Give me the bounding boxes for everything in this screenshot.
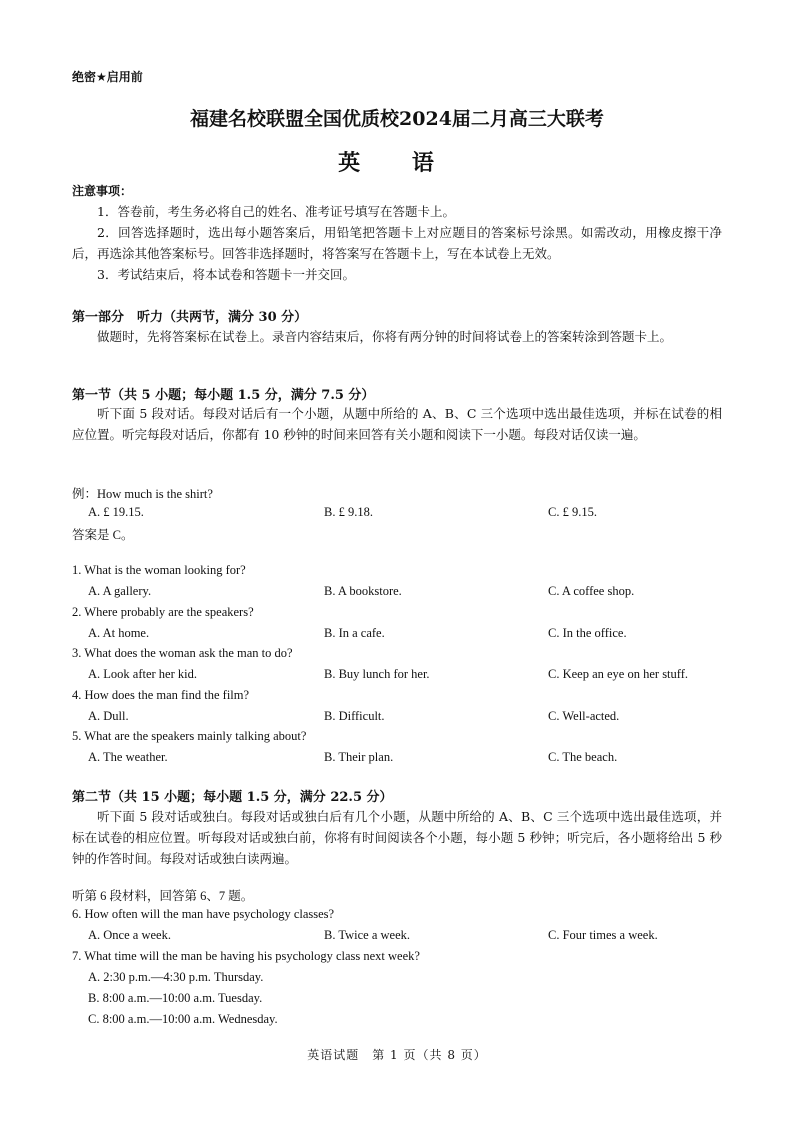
section1-intro: 听下面 5 段对话。每段对话后有一个小题，从题中所给的 A、B、C 三个选项中选出最佳选项，并标在试卷的相应位置。听完每段对话后，你都有 10 秒钟的时间来回答有关小题和阅读下一小题。每段对话仅读一遍。 [72, 406, 722, 442]
example-option-c: C. £ 9.15. [548, 505, 597, 519]
question-2-option-c: C. In the office. [548, 626, 627, 640]
note-item-2: 2．回答选择题时，选出每小题答案后，用铅笔把答题卡上对应题目的答案标号涂黑。如需改动，用橡皮擦干净后，再选涂其他答案标号。回答非选择题时，将答案写在答题卡上，写在本试卷上无效。 [72, 225, 722, 261]
question-6-option-a: A. Once a week. [88, 928, 171, 942]
question-1-option-c: C. A coffee shop. [548, 584, 635, 598]
subject-title: 英 语 [338, 150, 456, 176]
page-footer: 英语试题 第 1 页（共 8 页） [307, 1048, 487, 1062]
exam-title: 福建名校联盟全国优质校2024届二月高三大联考 [190, 108, 604, 130]
question-6-option-b: B. Twice a week. [324, 928, 411, 942]
example-question: 例：How much is the shirt? [72, 487, 213, 501]
question-1: 1. What is the woman looking for? [72, 563, 246, 577]
question-5-option-a: A. The weather. [88, 750, 168, 764]
question-1-option-b: B. A bookstore. [324, 584, 402, 598]
note-item-1: 1．答卷前，考生务必将自己的姓名、准考证号填写在答题卡上。 [97, 204, 455, 219]
part1-heading: 第一部分 听力（共两节，满分 30 分） [72, 310, 308, 325]
question-7-option-a: A. 2:30 p.m.—4:30 p.m. Thursday. [88, 970, 264, 984]
question-5-option-c: C. The beach. [548, 750, 618, 764]
confidential-label: 绝密★启用前 [72, 70, 143, 84]
question-5-option-b: B. Their plan. [324, 750, 394, 764]
question-1-option-a: A. A gallery. [88, 584, 152, 598]
question-5: 5. What are the speakers mainly talking about? [72, 729, 307, 743]
question-2-option-a: A. At home. [88, 626, 150, 640]
example-option-b: B. £ 9.18. [324, 505, 373, 519]
question-7-option-b: B. 8:00 a.m.—10:00 a.m. Tuesday. [88, 991, 263, 1005]
question-6-option-c: C. Four times a week. [548, 928, 658, 942]
question-7: 7. What time will the man be having his psychology class next week? [72, 949, 420, 963]
question-3-option-c: C. Keep an eye on her stuff. [548, 667, 689, 681]
section2-heading: 第二节（共 15 小题；每小题 1.5 分，满分 22.5 分） [72, 790, 393, 805]
question-4-option-b: B. Difficult. [324, 709, 385, 723]
question-3: 3. What does the woman ask the man to do? [72, 646, 293, 660]
example-answer: 答案是 C。 [72, 528, 134, 542]
question-3-option-b: B. Buy lunch for her. [324, 667, 430, 681]
question-6: 6. How often will the man have psychology classes? [72, 907, 335, 921]
question-2: 2. Where probably are the speakers? [72, 605, 254, 619]
section1-heading: 第一节（共 5 小题；每小题 1.5 分，满分 7.5 分） [72, 388, 375, 403]
question-4-option-c: C. Well-acted. [548, 709, 620, 723]
section2-intro: 听下面 5 段对话或独白。每段对话或独白后有几个小题，从题中所给的 A、B、C 三个选项中选出最佳选项，并标在试卷的相应位置。听每段对话或独白前，你将有时间阅读各个小题，每小题 5 秒钟；听完后，各小题将给出 5 秒钟的作答时间。每段对话或独白读两遍。 [72, 809, 722, 866]
material-6-instruction: 听第 6 段材料，回答第 6、7 题。 [72, 889, 254, 903]
question-4: 4. How does the man find the film? [72, 688, 250, 702]
note-item-3: 3．考试结束后，将本试卷和答题卡一并交回。 [97, 267, 355, 282]
question-4-option-a: A. Dull. [88, 709, 129, 723]
example-option-a: A. £ 19.15. [88, 505, 144, 519]
question-2-option-b: B. In a cafe. [324, 626, 385, 640]
part1-intro: 做题时，先将答案标在试卷上。录音内容结束后，你将有两分钟的时间将试卷上的答案转涂到答题卡上。 [97, 329, 673, 344]
question-3-option-a: A. Look after her kid. [88, 667, 197, 681]
notes-heading: 注意事项： [72, 184, 133, 198]
question-7-option-c: C. 8:00 a.m.—10:00 a.m. Wednesday. [88, 1012, 278, 1026]
